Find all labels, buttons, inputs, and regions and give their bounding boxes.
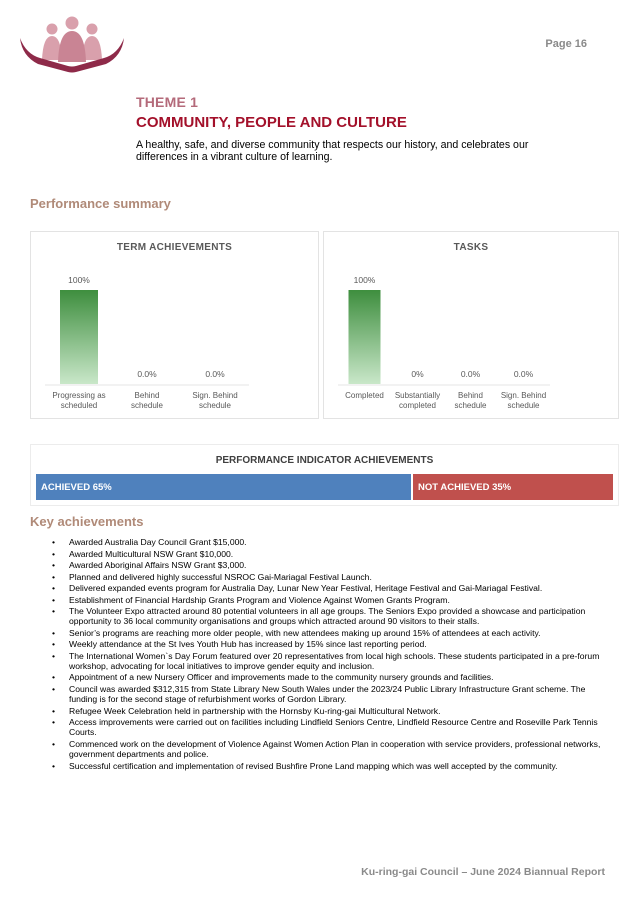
- list-item: • Delivered expanded events program for Australia Day, Lunar New Year Festival, Heritage Festival and Gai-Mariagal Festival.: [48, 583, 608, 593]
- performance-indicator-panel: [30, 444, 619, 506]
- data-label: 100%: [68, 275, 90, 285]
- list-item: • Awarded Multicultural NSW Grant $10,000.: [48, 549, 608, 559]
- category-label: Behind schedule: [130, 391, 164, 410]
- data-label: 0%: [411, 369, 424, 379]
- category-label: Behind schedule: [454, 391, 487, 410]
- category-label: Sign. Behind schedule: [500, 391, 547, 410]
- data-label: 0.0%: [205, 369, 225, 379]
- bar: [60, 290, 98, 384]
- community-people-logo-icon: [18, 14, 126, 78]
- list-item: • Successful certification and implementation of revised Bushfire Prone Land mapping which was well accepted by the community.: [48, 761, 608, 771]
- list-item: • Appointment of a new Nursery Officer and improvements made to the community nursery grounds and facilities.: [48, 672, 608, 682]
- tasks-plot: [324, 232, 620, 420]
- list-item: • Refugee Week Celebration held in partnership with the Hornsby Ku-ring-gai Multicultural Network.: [48, 706, 608, 716]
- list-item: • Awarded Aboriginal Affairs NSW Grant $3,000.: [48, 560, 608, 570]
- term-achievements-plot: [31, 232, 320, 420]
- data-label: 0.0%: [460, 369, 481, 379]
- chart-title: TERM ACHIEVEMENTS: [116, 242, 233, 253]
- page-number: Page 16: [545, 38, 587, 50]
- list-item: • Planned and delivered highly successful NSROC Gai-Mariagal Festival Launch.: [48, 572, 608, 582]
- category-label: Completed: [345, 391, 384, 400]
- list-item: • The International Women`s Day Forum featured over 20 representatives from local high schools. These students participated in a pre-forum workshop, advocating for local initiatives to improve gender equity and inclusion.: [48, 651, 608, 671]
- data-label: 0.0%: [513, 369, 534, 379]
- category-label: Progressing as scheduled: [52, 391, 106, 410]
- list-item: • Access improvements were carried out on facilities including Lindfield Seniors Centre, Lindfield Resource Centre and Roseville Park Tennis Courts.: [48, 717, 608, 737]
- chart-title: TASKS: [453, 242, 489, 253]
- performance-indicator-title: PERFORMANCE INDICATOR ACHIEVEMENTS: [215, 455, 434, 466]
- bar: [349, 290, 381, 384]
- tasks-chart: [323, 231, 619, 419]
- list-item: • Senior’s programs are reaching more older people, with new attendees making up around 15% of attendees at each activity.: [48, 628, 608, 638]
- not-achieved-segment: NOT ACHIEVED 35%: [411, 474, 613, 500]
- key-achievements-heading: Key achievements: [30, 514, 144, 529]
- list-item: • Commenced work on the development of Violence Against Women Action Plan in cooperation with service providers, professional networks, government departments and police.: [48, 739, 608, 759]
- performance-summary-heading: Performance summary: [30, 196, 171, 211]
- data-label: 0.0%: [137, 369, 157, 379]
- data-label: 100%: [353, 275, 376, 285]
- theme-description: A healthy, safe, and diverse community that respects our history, and celebrates our differences in a vibrant culture of learning.: [136, 139, 529, 164]
- category-label: Sign. Behind schedule: [192, 391, 238, 410]
- list-item: • Council was awarded $312,315 from State Library New South Wales under the 2023/24 Public Library Infrastructure Grant scheme. The funding is for the second stage of refurbishment works of Gordon Library.: [48, 684, 608, 704]
- category-label: Substantially completed: [394, 391, 441, 410]
- key-achievements-list: [48, 537, 608, 772]
- term-achievements-chart: [30, 231, 319, 419]
- footer-text: Ku-ring-gai Council – June 2024 Biannual Report: [361, 866, 605, 878]
- theme-label: THEME 1: [136, 94, 199, 110]
- theme-title: COMMUNITY, PEOPLE AND CULTURE: [136, 114, 407, 131]
- list-item: • Awarded Australia Day Council Grant $15,000.: [48, 537, 608, 547]
- list-item: • Weekly attendance at the St Ives Youth Hub has increased by 15% since last reporting period.: [48, 639, 608, 649]
- list-item: • Establishment of Financial Hardship Grants Program and Violence Against Women Grants Program.: [48, 595, 608, 605]
- performance-indicator-bar: [36, 474, 613, 500]
- list-item: • The Volunteer Expo attracted around 80 potential volunteers in all age groups. The Seniors Expo provided a showcase and participation opportunity to 36 local community organisations and groups which attracted around 90 visitors to their stalls.: [48, 606, 608, 626]
- achieved-segment: ACHIEVED 65%: [36, 474, 411, 500]
